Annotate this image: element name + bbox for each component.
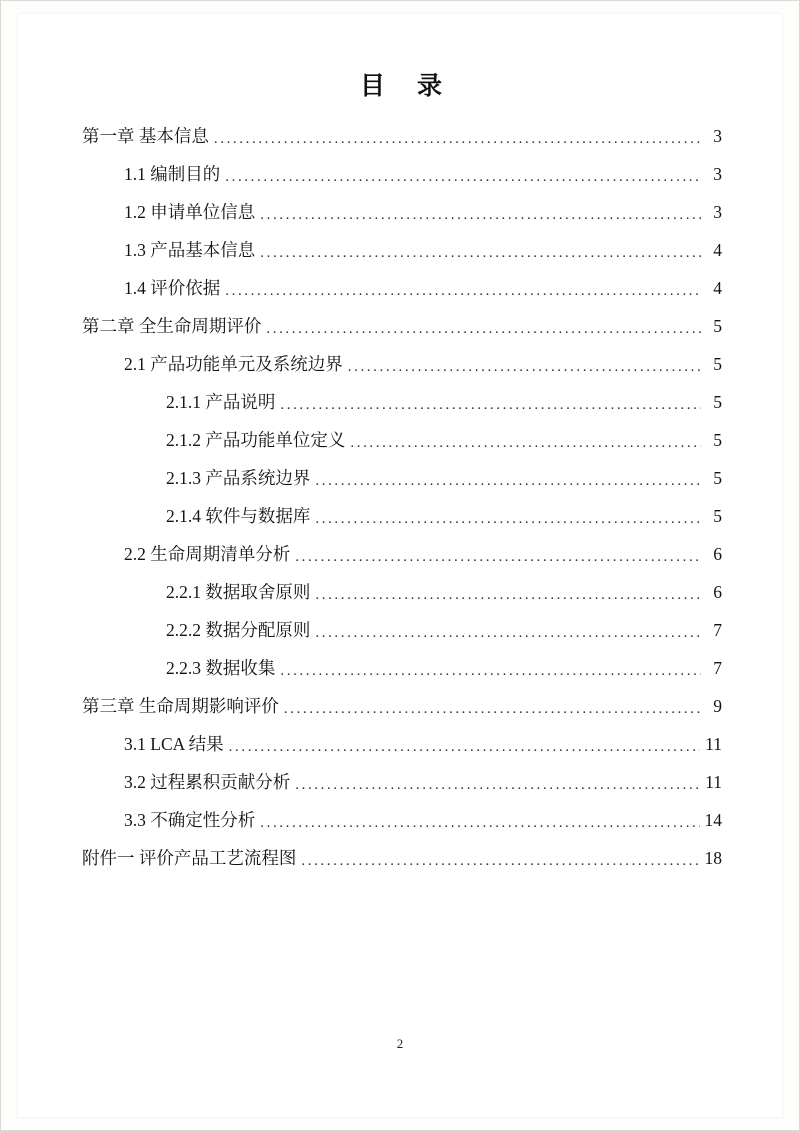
toc-entry-page: 7 (713, 658, 722, 678)
toc-heading-char-left: 目 (359, 73, 387, 100)
page-sheet (18, 14, 782, 1117)
toc-leader-dots (295, 550, 701, 564)
toc-entry-page: 11 (705, 734, 722, 754)
toc-entry[interactable] (82, 850, 722, 868)
toc-entry[interactable] (82, 698, 722, 716)
toc-entry-label: 1.1 编制目的 (124, 164, 221, 184)
toc-entry-label: 1.4 评价依据 (124, 278, 221, 298)
toc-leader-dots (214, 132, 701, 146)
toc-entry-page: 3 (713, 202, 722, 222)
toc-entry-page: 11 (705, 772, 722, 792)
toc-entry-page: 9 (713, 696, 722, 716)
toc-leader-dots (315, 512, 701, 526)
toc-leader-dots (295, 778, 700, 792)
toc-entry-page: 5 (713, 316, 722, 336)
toc-entry-page: 5 (713, 506, 722, 526)
toc-leader-dots (280, 398, 701, 412)
toc-leader-dots (315, 474, 701, 488)
toc-entry-label: 2.2.3 数据收集 (166, 658, 276, 678)
toc-entry-page: 6 (713, 582, 722, 602)
toc-entry-page: 3 (713, 164, 722, 184)
toc-leader-dots (260, 246, 701, 260)
toc-entry[interactable] (166, 508, 722, 526)
toc-entry-page: 7 (713, 620, 722, 640)
toc-entry[interactable] (124, 546, 722, 564)
toc-entry-label: 3.1 LCA 结果 (124, 734, 224, 754)
toc-entry-page: 5 (713, 468, 722, 488)
toc-entry-label: 2.1.2 产品功能单位定义 (166, 430, 346, 450)
toc-entry-page: 5 (713, 354, 722, 374)
toc-entry[interactable] (124, 774, 722, 792)
toc-leader-dots (280, 664, 701, 678)
toc-entry[interactable] (82, 318, 722, 336)
toc-entry-label: 2.1 产品功能单元及系统边界 (124, 354, 343, 374)
toc-leader-dots (284, 702, 701, 716)
toc-entry[interactable] (166, 470, 722, 488)
toc-entry-label: 2.2 生命周期清单分析 (124, 544, 291, 564)
toc-entry[interactable] (124, 356, 722, 374)
toc-entry-label: 1.2 申请单位信息 (124, 202, 256, 222)
toc-entry[interactable] (124, 736, 722, 754)
toc-leader-dots (350, 436, 701, 450)
toc-entry[interactable] (124, 242, 722, 260)
toc-leader-dots (315, 626, 701, 640)
toc-entry-page: 5 (713, 392, 722, 412)
toc-entry-label: 3.3 不确定性分析 (124, 810, 256, 830)
toc-entry-page: 3 (713, 126, 722, 146)
toc-list (82, 128, 722, 868)
toc-entry-page: 14 (704, 810, 722, 830)
toc-entry-label: 第二章 全生命周期评价 (82, 316, 262, 336)
toc-entry[interactable] (124, 166, 722, 184)
toc-leader-dots (266, 322, 701, 336)
toc-leader-dots (315, 588, 701, 602)
toc-leader-dots (225, 170, 701, 184)
toc-entry-page: 5 (713, 430, 722, 450)
toc-entry-label: 2.1.1 产品说明 (166, 392, 276, 412)
toc-entry[interactable] (166, 622, 722, 640)
toc-entry[interactable] (124, 280, 722, 298)
toc-entry-label: 2.1.3 产品系统边界 (166, 468, 311, 488)
toc-leader-dots (260, 208, 701, 222)
toc-entry-label: 3.2 过程累积贡献分析 (124, 772, 291, 792)
toc-entry-label: 附件一 评价产品工艺流程图 (82, 848, 297, 868)
toc-leader-dots (225, 284, 701, 298)
toc-entry-label: 2.2.1 数据取舍原则 (166, 582, 311, 602)
toc-entry[interactable] (82, 128, 722, 146)
toc-heading-char-right: 录 (417, 73, 445, 100)
toc-entry-page: 18 (704, 848, 722, 868)
toc-entry-page: 4 (713, 278, 722, 298)
toc-entry-label: 2.1.4 软件与数据库 (166, 506, 311, 526)
toc-entry-label: 1.3 产品基本信息 (124, 240, 256, 260)
page-number: 2 (396, 1036, 404, 1051)
toc-entry-page: 4 (713, 240, 722, 260)
toc-entry-label: 2.2.2 数据分配原则 (166, 620, 311, 640)
toc-leader-dots (229, 740, 700, 754)
toc-entry[interactable] (166, 660, 722, 678)
toc-leader-dots (260, 816, 699, 830)
toc-entry[interactable] (166, 584, 722, 602)
toc-entry[interactable] (166, 394, 722, 412)
page-content (82, 50, 722, 888)
toc-heading (82, 66, 722, 102)
toc-entry[interactable] (124, 812, 722, 830)
toc-entry[interactable] (124, 204, 722, 222)
toc-leader-dots (301, 854, 699, 868)
toc-leader-dots (348, 360, 701, 374)
toc-entry[interactable] (166, 432, 722, 450)
toc-entry-label: 第三章 生命周期影响评价 (82, 696, 279, 716)
toc-entry-label: 第一章 基本信息 (82, 126, 209, 146)
toc-entry-page: 6 (713, 544, 722, 564)
